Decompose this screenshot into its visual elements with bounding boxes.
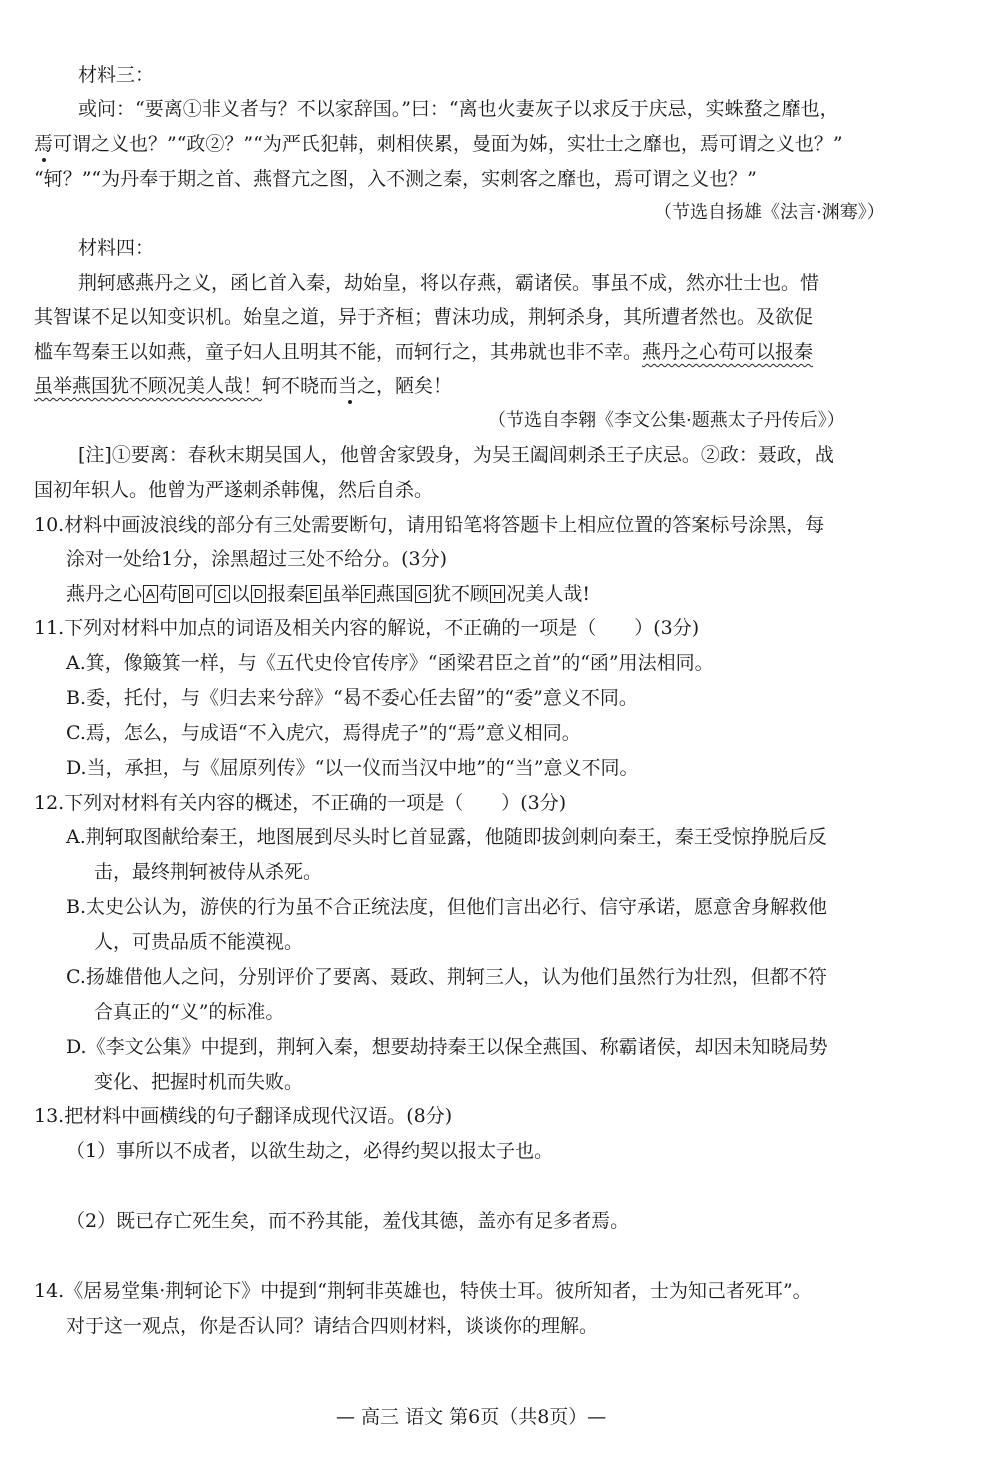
question-10-stem: 涂对一处给1分，涂黑超过三处不给分。(3分) <box>66 548 448 570</box>
answer-box-b[interactable]: B <box>179 585 194 603</box>
material-3-line: 焉可谓之义也？”“政②？”“为严氏犯韩，刺相侠累，曼面为姊，实壮士之靡也，焉可谓之义也？” <box>34 133 843 155</box>
sentence-part: 苟 <box>158 583 178 605</box>
question-11-option-c: C.焉，怎么，与成语“不入虎穴，焉得虎子”的“焉”意义相同。 <box>66 722 581 744</box>
sentence-part: 况美人哉! <box>506 583 591 605</box>
question-12-option-b: B.太史公认为，游侠的行为虽不合正统法度，但他们言出必行、信守承诺，愿意舍身解救他 <box>66 896 828 918</box>
material-4-line <box>34 373 452 399</box>
question-12-option-c: C.扬雄借他人之问，分别评价了要离、聂政、荆轲三人，认为他们虽然行为壮烈，但都不符 <box>66 966 827 988</box>
question-11-option-a: A.箕，像簸箕一样，与《五代史伶官传序》“函梁君臣之首”的“函”用法相同。 <box>66 652 714 674</box>
sentence-part: 以 <box>230 583 250 605</box>
material-4-line: 其智谋不足以知变识机。始皇之道，异于齐桓；曹沫功成，荆轲杀身，其所遭者然也。及欲促 <box>34 306 814 328</box>
question-12-option-c-cont: 合真正的“义”的标准。 <box>94 1001 285 1023</box>
sentence-part: 虽举 <box>321 583 360 605</box>
material-4-text: 轲不晓而当之，陋矣！ <box>262 375 453 397</box>
material-3-line: 或问：“要离①非义者与？不以家辞国。”曰：“离也火妻灰子以求反于庆忌，实蛛蝥之靡也， <box>78 98 839 120</box>
wavy-underlined-text: 燕丹之心苟可以报秦 <box>642 341 814 363</box>
question-11-stem: 11.下列对材料中加点的词语及相关内容的解说，不正确的一项是（ ）(3分) <box>34 617 700 639</box>
material-3-source: （节选自扬雄《法言·渊骞》） <box>654 202 885 223</box>
answer-box-d[interactable]: D <box>251 585 266 603</box>
question-13-sentence-2: （2）既已存亡死生矣，而不矜其能，羞伐其德，盖亦有足多者焉。 <box>66 1210 630 1232</box>
question-13-stem: 13.把材料中画横线的句子翻译成现代汉语。(8分) <box>34 1105 453 1127</box>
material-4-line: 荆轲感燕丹之义，函匕首入秦，劫始皇，将以存燕，霸诸侯。事虽不成，然亦壮士也。惜 <box>78 272 820 294</box>
wavy-underlined-text: 虽举燕国犹不顾况美人哉！ <box>34 375 263 397</box>
question-10-sentence <box>66 581 590 607</box>
sentence-part: 犹不顾 <box>431 583 489 605</box>
answer-box-g[interactable]: G <box>415 585 431 603</box>
material-4-text: 槛车驾秦王以如燕，童子妇人且明其不能，而轲行之，其弗就也非不幸。 <box>34 341 643 363</box>
material-3-heading: 材料三： <box>78 64 155 86</box>
question-12-option-a-cont: 击，最终荆轲被侍从杀死。 <box>94 861 323 883</box>
sentence-part: 可 <box>194 583 214 605</box>
emphasis-dot <box>42 158 46 162</box>
answer-box-e[interactable]: E <box>306 585 321 603</box>
material-4-heading: 材料四： <box>78 237 155 259</box>
question-12-option-d-cont: 变化、把握时机而失败。 <box>94 1071 304 1093</box>
question-12-stem: 12.下列对材料有关内容的概述，不正确的一项是（ ）(3分) <box>34 792 567 814</box>
question-14-stem: 14.《居易堂集·荆轲论下》中提到“荆轲非英雄也，特侠士耳。彼所知者，士为知己者死耳”。 <box>34 1280 812 1302</box>
question-12-option-a: A.荆轲取图献给秦王，地图展到尽头时匕首显露，他随即拔剑刺向秦王，秦王受惊挣脱后反 <box>66 826 827 848</box>
question-11-option-d: D.当，承担，与《屈原列传》“以一仪而当汉中地”的“当”意义不同。 <box>66 757 639 779</box>
page-footer: — 高三 语文 第6页（共8页）— <box>336 1406 607 1428</box>
question-12-option-d: D.《李文公集》中提到，荆轲入秦，想要劫持秦王以保全燕国、称霸诸侯，却因未知晓局势 <box>66 1036 828 1058</box>
answer-box-f[interactable]: F <box>361 585 375 603</box>
material-4-line <box>34 339 813 365</box>
sentence-part: 燕丹之心 <box>66 583 143 605</box>
question-14-stem: 对于这一观点，你是否认同？请结合四则材料，谈谈你的理解。 <box>66 1315 599 1337</box>
annotation-line: 国初年轵人。他曾为严遂刺杀韩傀，然后自杀。 <box>34 479 434 501</box>
answer-box-h[interactable]: H <box>490 585 505 603</box>
sentence-part: 报秦 <box>267 583 306 605</box>
answer-box-a[interactable]: A <box>143 585 158 603</box>
annotation-line: [注]①要离：春秋末期吴国人，他曾舍家毁身，为吴王阖闾刺杀王子庆忌。②政：聂政，战 <box>78 444 834 466</box>
question-13-sentence-1: （1）事所以不成者，以欲生劫之，必得约契以报太子也。 <box>66 1140 554 1162</box>
material-3-line: “轲？”“为丹奉于期之首、燕督亢之图，入不测之秦，实刺客之靡也，焉可谓之义也？” <box>34 168 757 190</box>
answer-box-c[interactable]: C <box>214 585 229 603</box>
emphasis-dot <box>348 400 352 404</box>
question-10-stem: 10.材料中画波浪线的部分有三处需要断句，请用铅笔将答题卡上相应位置的答案标号涂黑，每 <box>34 514 825 536</box>
sentence-part: 燕国 <box>375 583 414 605</box>
question-12-option-b-cont: 人，可贵品质不能漠视。 <box>94 931 304 953</box>
material-4-source: （节选自李翱《李文公集·题燕太子丹传后》） <box>488 410 845 431</box>
question-11-option-b: B.委，托付，与《归去来兮辞》“曷不委心任去留”的“委”意义不同。 <box>66 687 638 709</box>
